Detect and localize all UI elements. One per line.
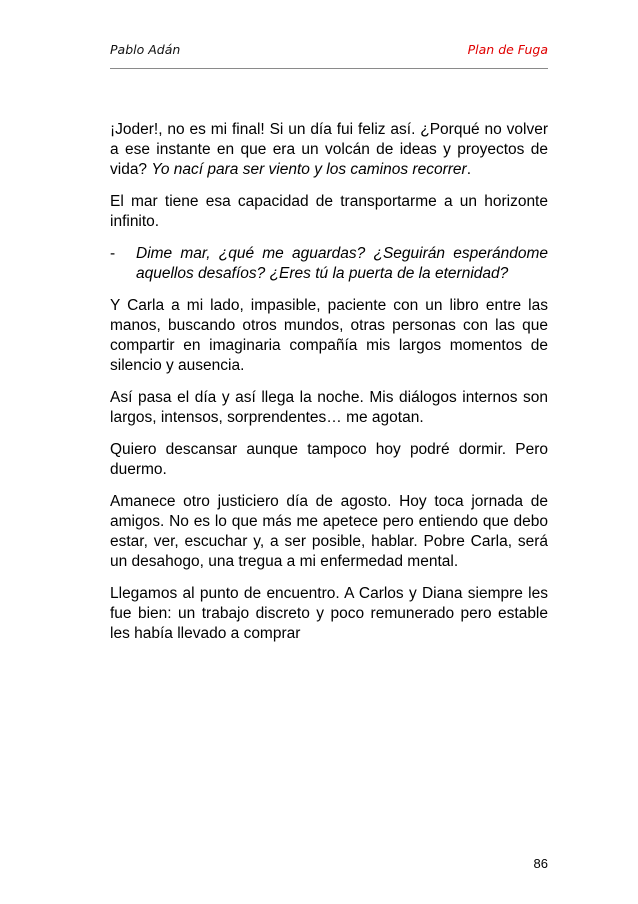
running-header [110,42,548,69]
paragraph-7: Llegamos al punto de encuentro. A Carlos y Diana siempre les fue bien: un trabajo discreto y poco remunerado pero estable les había llevado a comprar [110,585,548,642]
paragraph-1-text: ¡Joder!, no es mi final! Si un día fui feliz así. ¿Porqué no volver a ese instante en que era un volcán de ideas y proyectos de vida? [110,121,548,178]
page-body [110,120,548,656]
dialogue-dash: - [110,245,116,262]
page-number: 86 [533,856,548,871]
paragraph-1-end: . [466,161,471,178]
dialogue-line [110,244,548,284]
paragraph-5: Quiero descansar aunque tampoco hoy podré dormir. Pero duermo. [110,441,548,478]
paragraph-3: Y Carla a mi lado, impasible, paciente con un libro entre las manos, buscando otros mundos, otras personas con las que compartir en imaginaria compañía mis largos momentos de silencio y ausencia. [110,297,548,374]
dialogue-text: Dime mar, ¿qué me aguardas? ¿Seguirán esperándome aquellos desafíos? ¿Eres tú la puerta de la eternidad? [136,245,548,282]
paragraph-2: El mar tiene esa capacidad de transportarme a un horizonte infinito. [110,193,548,230]
paragraph-1 [110,120,548,180]
paragraph-6: Amanece otro justiciero día de agosto. Hoy toca jornada de amigos. No es lo que más me apetece pero entiendo que debo estar, ver, escuchar y, a ser posible, hablar. Pobre Carla, será un desahogo, una tregua a mi enfermedad mental. [110,493,548,570]
header-author: Pablo Adán [110,42,181,57]
paragraph-1-italic: Yo nací para ser viento y los caminos recorrer [151,161,467,178]
paragraph-4: Así pasa el día y así llega la noche. Mis diálogos internos son largos, intensos, sorprendentes… me agotan. [110,389,548,426]
header-book-title: Plan de Fuga [467,42,548,57]
